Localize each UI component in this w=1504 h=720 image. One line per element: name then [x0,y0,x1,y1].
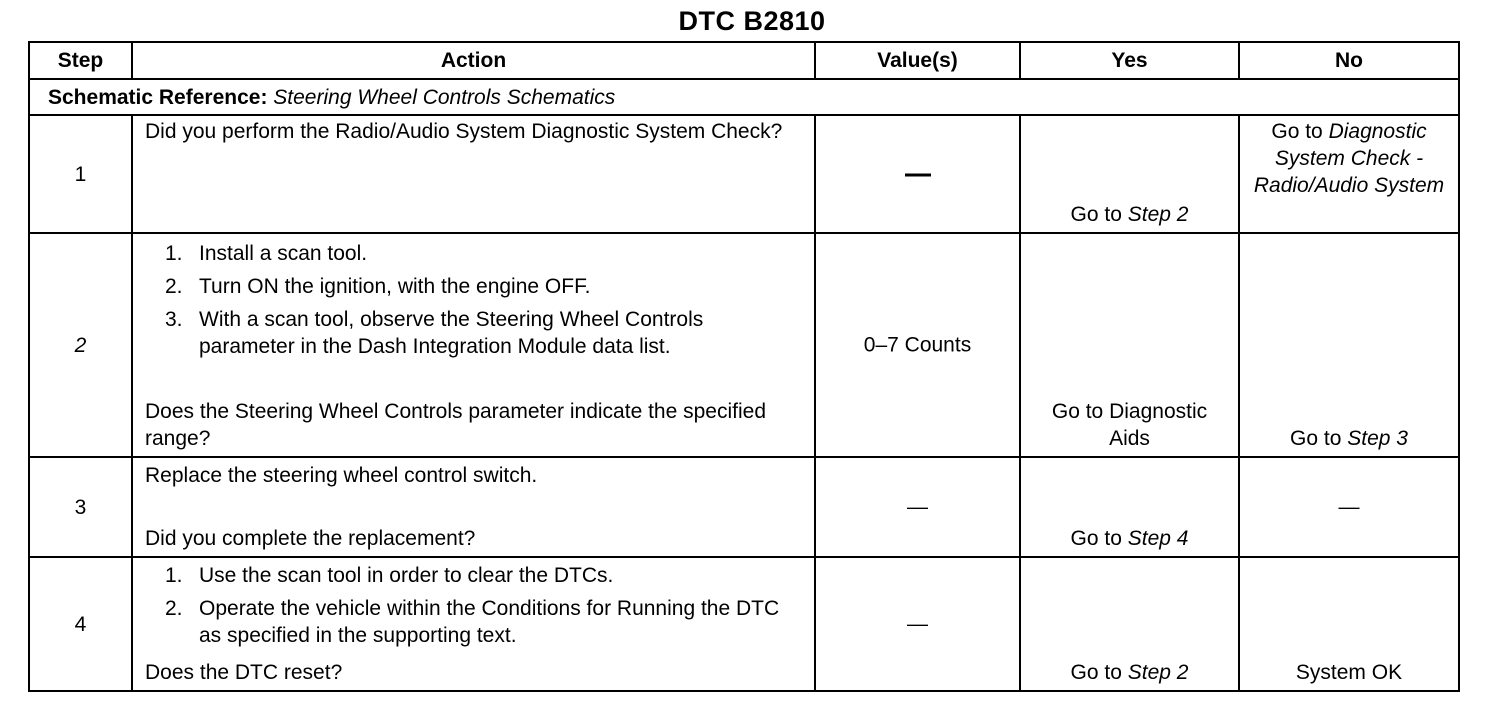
step-number: 4 [29,557,132,691]
diagnostic-table [28,41,1460,692]
step-number: 3 [29,457,132,557]
action-cell [132,115,815,233]
action-question: Does the DTC reset? [145,661,343,684]
no-cell [1239,115,1459,233]
no-text: — [1338,495,1360,519]
no-goto[interactable]: Go to Step 3 [1290,427,1408,450]
action-list [145,558,802,649]
yes-goto[interactable]: Go to Step 2 [1070,661,1189,684]
header-yes: Yes [1020,42,1239,79]
value-cell [815,233,1020,457]
action-list [145,234,802,360]
step-number: 1 [29,115,132,233]
action-text: Replace the steering wheel control switch. [145,464,538,487]
table-row [29,233,1459,457]
yes-cell [1020,233,1239,457]
table-row [29,557,1459,691]
value-text: — [907,612,928,636]
list-item: 3. With a scan tool, observe the Steering Wheel Controls parameter in the Dash Integration Module data list. [165,308,704,358]
list-item: 2. Operate the vehicle within the Conditions for Running the DTC as specified in the supporting text. [165,597,780,647]
action-cell [132,233,815,457]
header-action: Action [132,42,815,79]
value-cell [815,115,1020,233]
no-goto[interactable]: Go to Diagnostic System Check - Radio/Audio System [1253,120,1445,197]
action-cell [132,457,815,557]
no-text: System OK [1295,661,1403,684]
action-question: Did you complete the replacement? [145,527,476,550]
action-cell [132,557,815,691]
table-row [29,115,1459,233]
yes-goto[interactable]: Go to Step 4 [1070,527,1189,550]
step-number: 2 [29,233,132,457]
value-text: 0–7 Counts [863,333,972,357]
no-cell [1239,457,1459,557]
dash-mark [905,173,931,176]
yes-cell [1020,115,1239,233]
list-item: 1. Install a scan tool. [165,242,368,265]
table-row [29,457,1459,557]
yes-goto[interactable]: Go to Diagnostic Aids [1051,400,1208,450]
value-cell [815,557,1020,691]
action-question: Does the Steering Wheel Controls parameter indicate the specified range? [145,400,766,450]
no-cell [1239,557,1459,691]
list-item: 2. Turn ON the ignition, with the engine OFF. [165,275,591,298]
yes-cell [1020,557,1239,691]
value-text: — [907,495,928,519]
yes-cell [1020,457,1239,557]
yes-goto[interactable]: Go to Step 2 [1070,203,1189,226]
list-item: 1. Use the scan tool in order to clear the DTCs. [165,564,614,587]
schematic-label: Schematic Reference: [48,85,268,109]
action-text: Did you perform the Radio/Audio System Diagnostic System Check? [145,120,783,143]
value-cell [815,457,1020,557]
schematic-link[interactable]: Steering Wheel Controls Schematics [273,85,616,109]
page-title: DTC B2810 [678,6,826,36]
header-no: No [1239,42,1459,79]
header-step: Step [29,42,132,79]
schematic-reference-row [29,79,1459,115]
no-cell [1239,233,1459,457]
header-row [29,42,1459,79]
header-values: Value(s) [815,42,1020,79]
